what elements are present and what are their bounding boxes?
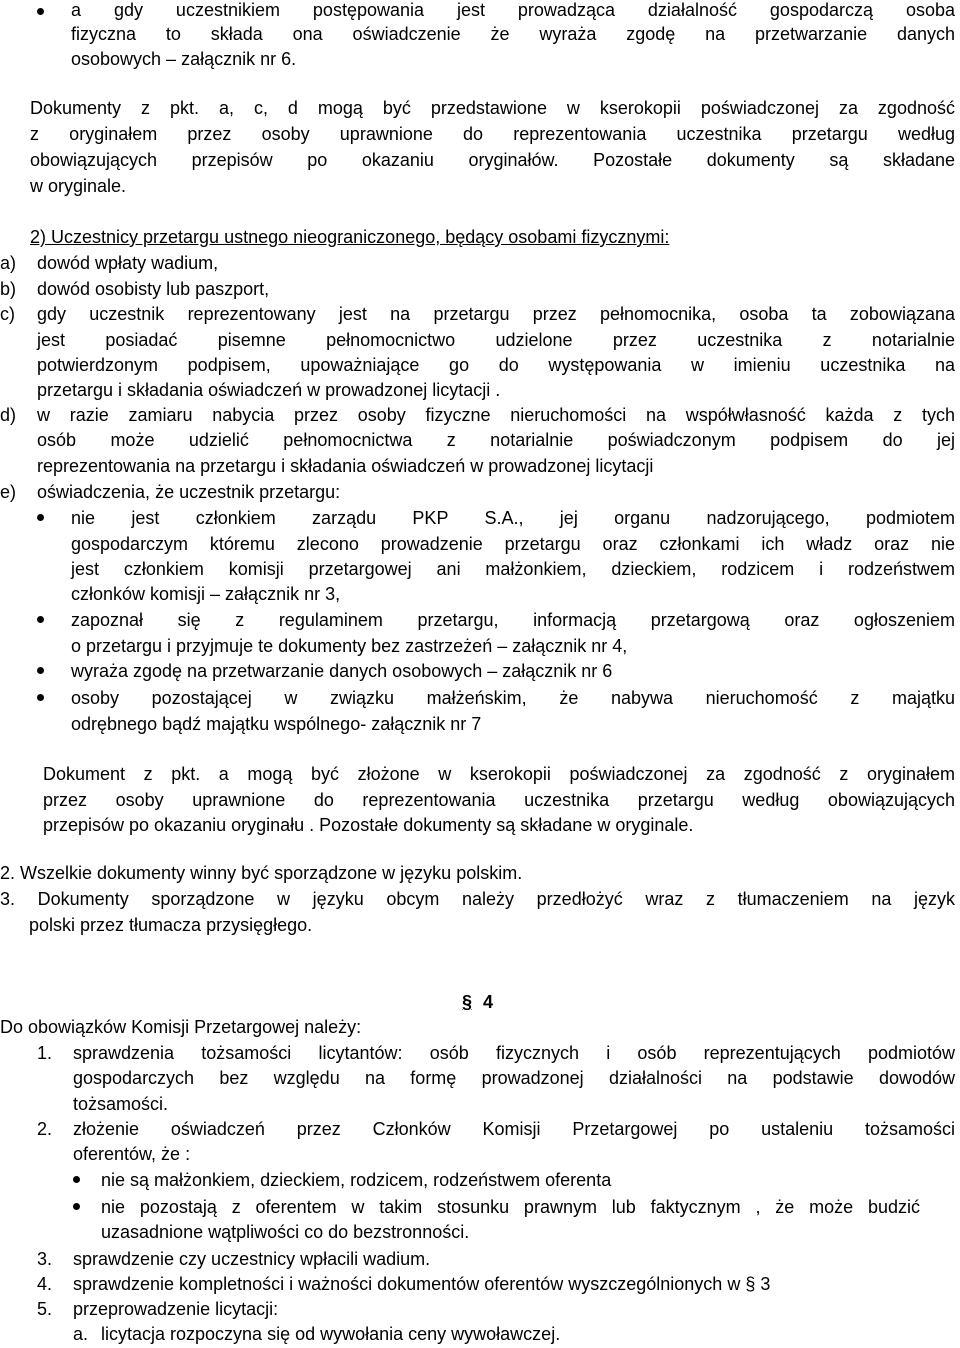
list-marker: 5. [37, 1299, 53, 1319]
text-line: przepisów po okazaniu oryginału . Pozostałe dokumenty są składane w oryginale. [43, 815, 694, 835]
list-marker: a) [0, 253, 17, 273]
text-line: 2. Wszelkie dokumenty winny być sporządzone w języku polskim. [0, 863, 523, 883]
text-line: sprawdzenie czy uczestnicy wpłacili wadium. [73, 1249, 431, 1269]
text-line: nie jest członkiem zarządu PKP S.A., jej organu nadzorującego, podmiotem [71, 508, 955, 528]
text-line: Dokument z pkt. a mogą być złożone w kserokopii poświadczonej za zgodność z oryginałem [43, 764, 955, 784]
list-marker: 3. [37, 1249, 53, 1269]
text-line: sprawdzenia tożsamości licytantów: osób fizycznych i osób reprezentujących podmiotów [73, 1043, 955, 1063]
text-line: oferentów, że : [73, 1144, 191, 1164]
text-line: przez osoby uprawnione do reprezentowania uczestnika przetargu według obowiązujących [43, 790, 955, 810]
text-line: oświadczenia, że uczestnik przetargu: [37, 482, 341, 502]
text-line: gospodarczych bez względu na formę prowadzonej działalności na podstawie dowodów [73, 1068, 955, 1088]
text-line: jest posiadać pisemne pełnomocnictwo udzielone przez uczestnika z notarialnie [37, 330, 955, 350]
section-intro: Do obowiązków Komisji Przetargowej należy: [0, 1017, 362, 1037]
text-line: w oryginale. [30, 176, 127, 196]
section-heading: 2) Uczestnicy przetargu ustnego nieograniczonego, będący osobami fizycznymi: [30, 227, 670, 247]
bullet-icon [37, 514, 44, 521]
text-line: zapoznał się z regulaminem przetargu, informacją przetargową oraz ogłoszeniem [71, 610, 955, 630]
bullet-icon [37, 694, 44, 701]
bullet-icon [37, 667, 44, 674]
text-line: nie są małżonkiem, dzieckiem, rodzicem, rodzeństwem oferenta [101, 1170, 612, 1190]
text-line: nie pozostają z oferentem w takim stosunku prawnym lub faktycznym , że może budzić [101, 1197, 920, 1217]
list-marker: 4. [37, 1274, 53, 1294]
bullet-icon [73, 1203, 80, 1210]
text-line: licytacja rozpoczyna się od wywołania ceny wywoławczej. [101, 1324, 561, 1344]
text-line: przeprowadzenie licytacji: [73, 1299, 279, 1319]
list-marker: 1. [37, 1043, 53, 1063]
text-line: reprezentowania na przetargu i składania oświadczeń w prowadzonej licytacji [37, 456, 654, 476]
text-line: sprawdzenie kompletności i ważności dokumentów oferentów wyszczególnionych w § 3 [73, 1274, 771, 1294]
text-line: wyraża zgodę na przetwarzanie danych osobowych – załącznik nr 6 [71, 661, 613, 681]
list-marker: e) [0, 482, 17, 502]
list-marker: 2. [37, 1119, 53, 1139]
text-line: członków komisji – załącznik nr 3, [71, 584, 341, 604]
text-line: osób może udzielić pełnomocnictwa z notarialnie poświadczonym podpisem do jej [37, 430, 955, 450]
list-marker: d) [0, 405, 17, 425]
text-line: jest członkiem komisji przetargowej ani małżonkiem, dzieckiem, rodzicem i rodzeństwem [71, 559, 955, 579]
bullet-icon [37, 616, 44, 623]
text-line: odrębnego bądź majątku wspólnego- załącznik nr 7 [71, 714, 482, 734]
text-line: gdy uczestnik reprezentowany jest na przetargu przez pełnomocnika, osoba ta zobowiązana [37, 304, 955, 324]
list-marker: a. [73, 1324, 89, 1344]
section-number [462, 989, 493, 1015]
paragraph-sign: § [462, 992, 473, 1012]
list-marker: b) [0, 279, 17, 299]
text-line: dowód osobisty lub paszport, [37, 279, 270, 299]
text-line: osoby pozostającej w związku małżeńskim, że nabywa nieruchomość z majątku [71, 688, 955, 708]
section-number-value: 4 [483, 992, 494, 1012]
text-line: gospodarczym któremu zlecono prowadzenie przetargu oraz członkami ich władz oraz nie [71, 534, 955, 554]
text-line: obowiązujących przepisów po okazaniu oryginałów. Pozostałe dokumenty są składane [30, 150, 955, 170]
text-line: złożenie oświadczeń przez Członków Komisji Przetargowej po ustaleniu tożsamości [73, 1119, 955, 1139]
bullet-icon [73, 1176, 80, 1183]
text-line: fizyczna to składa ona oświadczenie że wyraża zgodę na przetwarzanie danych [71, 24, 955, 44]
text-line: Dokumenty z pkt. a, c, d mogą być przedstawione w kserokopii poświadczonej za zgodność [30, 98, 955, 118]
text-line: przetargu i składania oświadczeń w prowadzonej licytacji . [37, 380, 501, 400]
text-line: z oryginałem przez osoby uprawnione do reprezentowania uczestnika przetargu według [30, 124, 955, 144]
list-marker: c) [0, 304, 15, 324]
text-line: a gdy uczestnikiem postępowania jest prowadząca działalność gospodarczą osoba [71, 0, 955, 20]
text-line: o przetargu i przyjmuje te dokumenty bez zastrzeżeń – załącznik nr 4, [71, 636, 628, 656]
text-line: w razie zamiaru nabycia przez osoby fizyczne nieruchomości na współwłasność każda z tych [37, 405, 955, 425]
text-line: potwierdzonym podpisem, upoważniające go do występowania w imieniu uczestnika na [37, 355, 955, 375]
text-line: polski przez tłumacza przysięgłego. [29, 915, 313, 935]
text-line: dowód wpłaty wadium, [37, 253, 219, 273]
text-line: uzasadnione wątpliwości co do bezstronności. [101, 1222, 470, 1242]
text-line: osobowych – załącznik nr 6. [71, 49, 297, 69]
bullet-icon [37, 8, 44, 15]
text-line: tożsamości. [73, 1094, 169, 1114]
text-line: 3. Dokumenty sporządzone w języku obcym należy przedłożyć wraz z tłumaczeniem na język [0, 889, 955, 909]
